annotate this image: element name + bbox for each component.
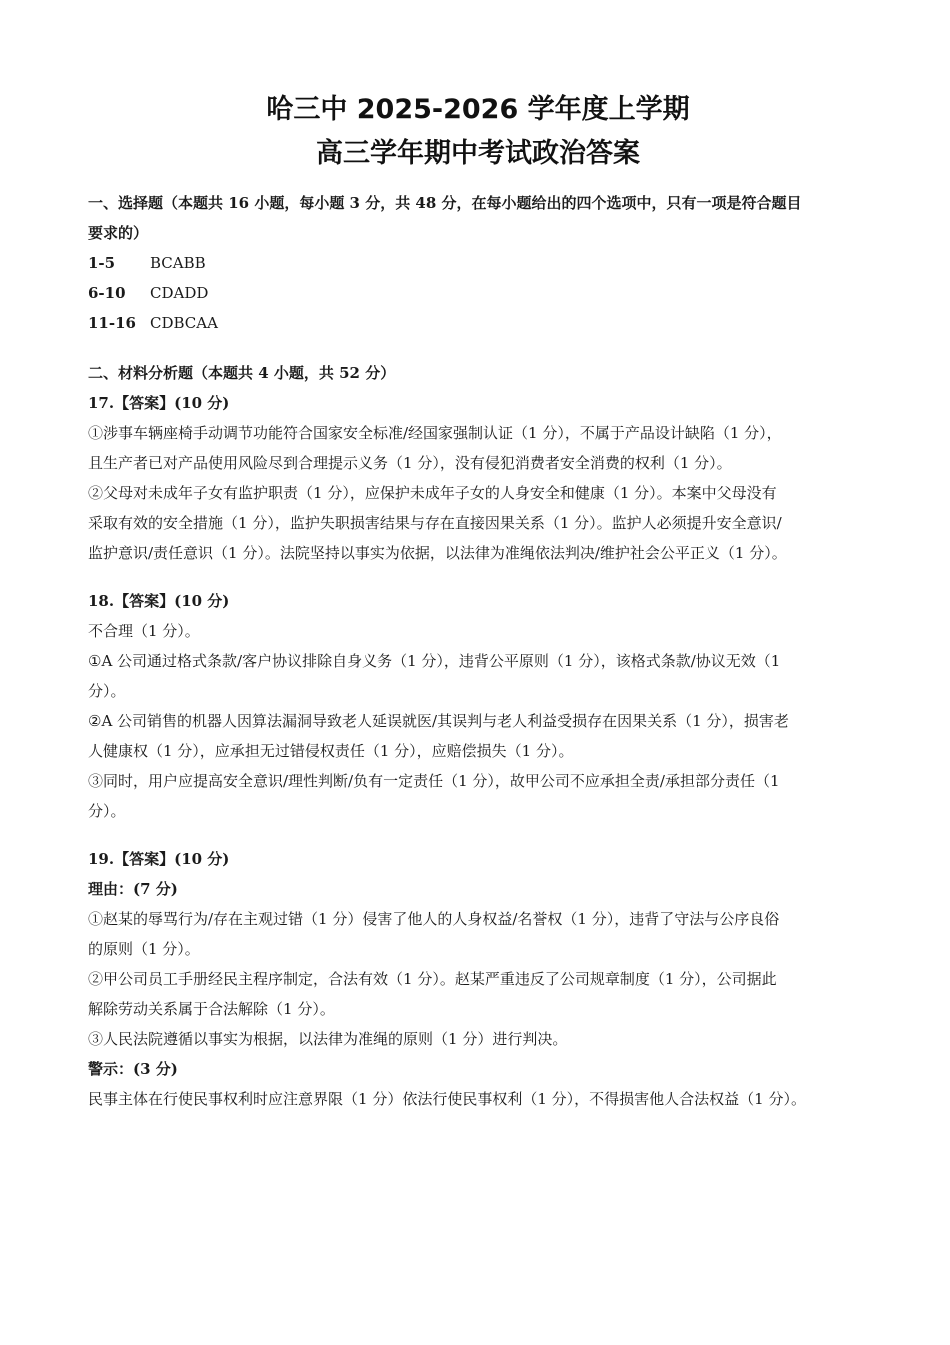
q17-line: 监护意识/责任意识（1 分）。法院坚持以事实为依据，以法律为准绳依法判决/维护社会公平正义（1 分）。	[88, 544, 787, 562]
q18-line: 分）。	[88, 802, 126, 820]
answer-row	[88, 308, 868, 338]
q19-warning-label: 警示：(3 分)	[88, 1060, 178, 1078]
answer-range: 1-5	[88, 254, 116, 272]
q19-reason-label: 理由：(7 分)	[88, 880, 178, 898]
title-line-2: 高三学年期中考试政治答案	[316, 138, 640, 169]
q18-line: ③同时，用户应提高安全意识/理性判断/负有一定责任（1 分），故甲公司不应承担全责/承担部分责任（1	[88, 772, 780, 790]
q18-line: 分）。	[88, 682, 126, 700]
answer-row	[88, 278, 868, 308]
q19-line: ③人民法院遵循以事实为根据，以法律为准绳的原则（1 分）进行判决。	[88, 1030, 568, 1048]
q19-line: ②甲公司员工手册经民主程序制定，合法有效（1 分）。赵某严重违反了公司规章制度（1 分），公司据此	[88, 970, 777, 988]
q17-line: ②父母对未成年子女有监护职责（1 分），应保护未成年子女的人身安全和健康（1 分）。本案中父母没有	[88, 484, 777, 502]
answer-range: 11-16	[88, 314, 136, 332]
q19-warning-line: 民事主体在行使民事权利时应注意界限（1 分）依法行使民事权利（1 分），不得损害他人合法权益（1 分）。	[88, 1090, 806, 1108]
q19-header: 19.【答案】(10 分)	[88, 850, 230, 868]
q19-line: 解除劳动关系属于合法解除（1 分）。	[88, 1000, 335, 1018]
question-19	[88, 844, 868, 1114]
q17-line: 且生产者已对产品使用风险尽到合理提示义务（1 分），没有侵犯消费者安全消费的权利（1 分）。	[88, 454, 732, 472]
q17-header: 17.【答案】(10 分)	[88, 394, 230, 412]
question-17	[88, 388, 868, 568]
answer-values: CDBCAA	[150, 314, 218, 332]
section-1-heading-line-2: 要求的）	[88, 224, 149, 242]
section-2	[88, 358, 868, 1114]
answer-values: BCABB	[150, 254, 206, 272]
question-18	[88, 586, 868, 826]
q18-line: 不合理（1 分）。	[88, 622, 200, 640]
q18-header: 18.【答案】(10 分)	[88, 592, 230, 610]
q18-line: 人健康权（1 分），应承担无过错侵权责任（1 分），应赔偿损失（1 分）。	[88, 742, 574, 760]
answer-values: CDADD	[150, 284, 209, 302]
section-2-heading: 二、材料分析题（本题共 4 小题，共 52 分）	[88, 364, 396, 382]
q18-line: ①A 公司通过格式条款/客户协议排除自身义务（1 分），违背公平原则（1 分），该格式条款/协议无效（1	[88, 652, 781, 670]
q19-line: 的原则（1 分）。	[88, 940, 200, 958]
title-line-1: 哈三中 2025-2026 学年度上学期	[266, 94, 690, 125]
section-1	[88, 188, 868, 338]
q19-line: ①赵某的辱骂行为/存在主观过错（1 分）侵害了他人的人身权益/名誉权（1 分），违背了守法与公序良俗	[88, 910, 780, 928]
q17-line: ①涉事车辆座椅手动调节功能符合国家安全标准/经国家强制认证（1 分），不属于产品设计缺陷（1 分），	[88, 424, 782, 442]
section-1-heading-line-1: 一、选择题（本题共 16 小题，每小题 3 分，共 48 分，在每小题给出的四个选项中，只有一项是符合题目	[88, 194, 802, 212]
q17-line: 采取有效的安全措施（1 分），监护失职损害结果与存在直接因果关系（1 分）。监护人必须提升安全意识/	[88, 514, 782, 532]
answer-row	[88, 248, 868, 278]
q18-line: ②A 公司销售的机器人因算法漏洞导致老人延误就医/其误判与老人利益受损存在因果关系（1 分），损害老	[88, 712, 789, 730]
answer-range: 6-10	[88, 284, 126, 302]
